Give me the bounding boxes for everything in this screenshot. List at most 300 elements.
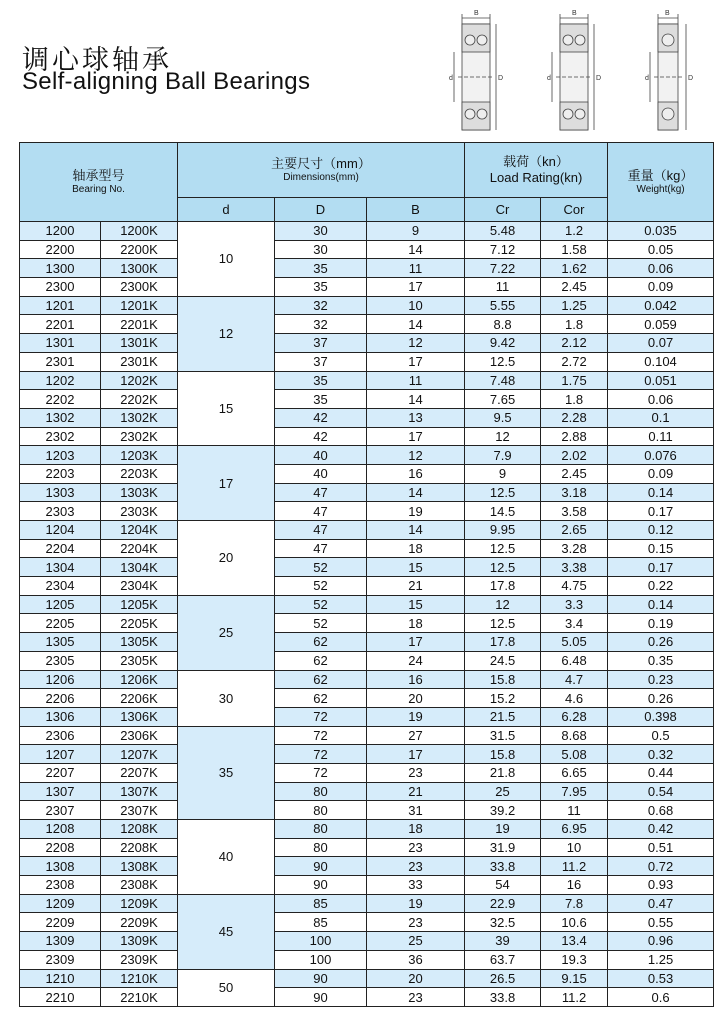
cell-width-B: 17 (367, 427, 465, 446)
table-row (20, 539, 714, 558)
cell-bearing-no: 2308 (20, 876, 101, 895)
cell-bore-d: 35 (178, 726, 275, 819)
cell-weight: 0.19 (608, 614, 714, 633)
cell-weight: 0.11 (608, 427, 714, 446)
cell-load-Cor: 10 (541, 838, 608, 857)
cell-bearing-no-k: 1308K (101, 857, 178, 876)
cell-bearing-no: 2304 (20, 577, 101, 596)
cell-load-Cr: 12.5 (465, 539, 541, 558)
cell-outer-D: 52 (275, 614, 367, 633)
cell-load-Cor: 6.95 (541, 820, 608, 839)
cell-bearing-no: 1304 (20, 558, 101, 577)
diagram-1-label-B: B (474, 10, 479, 17)
table-row (20, 371, 714, 390)
cell-bearing-no: 1210 (20, 969, 101, 988)
cell-weight: 0.042 (608, 296, 714, 315)
cell-bore-d: 20 (178, 521, 275, 596)
cell-outer-D: 85 (275, 913, 367, 932)
cell-load-Cor: 11.2 (541, 988, 608, 1007)
cell-outer-D: 72 (275, 745, 367, 764)
cell-width-B: 36 (367, 950, 465, 969)
diagram-3-label-D: D (688, 75, 694, 82)
header-col-Cr: Cr (465, 198, 541, 222)
cell-bearing-no-k: 1208K (101, 820, 178, 839)
cell-load-Cor: 4.75 (541, 577, 608, 596)
table-row (20, 857, 714, 876)
header-col-d: d (178, 198, 275, 222)
cell-weight: 0.32 (608, 745, 714, 764)
cell-width-B: 17 (367, 633, 465, 652)
cell-bearing-no-k: 2308K (101, 876, 178, 895)
cell-load-Cor: 6.28 (541, 707, 608, 726)
cell-width-B: 14 (367, 390, 465, 409)
cell-outer-D: 47 (275, 539, 367, 558)
cell-load-Cor: 3.38 (541, 558, 608, 577)
cell-bearing-no: 1201 (20, 296, 101, 315)
cell-bearing-no: 2204 (20, 539, 101, 558)
cell-outer-D: 62 (275, 651, 367, 670)
cell-load-Cr: 8.8 (465, 315, 541, 334)
table-row (20, 988, 714, 1007)
cell-load-Cor: 1.25 (541, 296, 608, 315)
header-weight-cn: 重量（kg） (627, 168, 694, 183)
cell-bearing-no-k: 1205K (101, 595, 178, 614)
cell-load-Cr: 5.55 (465, 296, 541, 315)
cell-load-Cr: 31.9 (465, 838, 541, 857)
cell-load-Cr: 14.5 (465, 502, 541, 521)
diagram-2-label-d: d (547, 75, 551, 82)
cell-bearing-no-k: 2300K (101, 278, 178, 297)
cell-outer-D: 47 (275, 502, 367, 521)
cell-outer-D: 100 (275, 932, 367, 951)
table-row (20, 352, 714, 371)
table-row (20, 820, 714, 839)
cell-load-Cr: 9 (465, 464, 541, 483)
cell-load-Cr: 26.5 (465, 969, 541, 988)
cell-bearing-no: 2206 (20, 689, 101, 708)
cell-weight: 0.72 (608, 857, 714, 876)
cell-width-B: 16 (367, 464, 465, 483)
cell-weight: 0.06 (608, 259, 714, 278)
cell-width-B: 9 (367, 222, 465, 241)
header-load-cn: 载荷（kn） (503, 154, 569, 169)
cell-load-Cor: 1.8 (541, 390, 608, 409)
cell-weight: 0.53 (608, 969, 714, 988)
cell-bearing-no-k: 1206K (101, 670, 178, 689)
cell-width-B: 11 (367, 371, 465, 390)
table-row (20, 558, 714, 577)
cell-bearing-no-k: 2207K (101, 763, 178, 782)
cell-outer-D: 90 (275, 969, 367, 988)
cell-load-Cor: 1.8 (541, 315, 608, 334)
cell-load-Cor: 3.58 (541, 502, 608, 521)
cell-load-Cr: 21.8 (465, 763, 541, 782)
cell-bearing-no-k: 2204K (101, 539, 178, 558)
cell-load-Cr: 7.22 (465, 259, 541, 278)
cell-outer-D: 30 (275, 222, 367, 241)
cell-bore-d: 30 (178, 670, 275, 726)
table-row (20, 483, 714, 502)
header-weight (608, 143, 714, 222)
cell-bearing-no: 2208 (20, 838, 101, 857)
cell-bearing-no: 1209 (20, 894, 101, 913)
cell-bearing-no: 1303 (20, 483, 101, 502)
table-row (20, 296, 714, 315)
cell-width-B: 19 (367, 707, 465, 726)
cell-outer-D: 35 (275, 390, 367, 409)
cell-load-Cor: 7.8 (541, 894, 608, 913)
cell-load-Cr: 33.8 (465, 857, 541, 876)
cell-load-Cr: 54 (465, 876, 541, 895)
cell-bearing-no-k: 2202K (101, 390, 178, 409)
cell-bore-d: 45 (178, 894, 275, 969)
header-dimensions (178, 143, 465, 198)
table-row (20, 745, 714, 764)
cell-weight: 0.68 (608, 801, 714, 820)
cell-weight: 0.5 (608, 726, 714, 745)
cell-outer-D: 62 (275, 633, 367, 652)
table-row (20, 801, 714, 820)
cell-bearing-no-k: 1303K (101, 483, 178, 502)
cell-outer-D: 32 (275, 315, 367, 334)
cell-width-B: 14 (367, 521, 465, 540)
cell-load-Cr: 12 (465, 595, 541, 614)
cell-load-Cr: 33.8 (465, 988, 541, 1007)
cell-bearing-no: 1305 (20, 633, 101, 652)
cell-load-Cor: 3.4 (541, 614, 608, 633)
cell-bearing-no: 2209 (20, 913, 101, 932)
cell-load-Cor: 2.65 (541, 521, 608, 540)
cell-bearing-no: 1203 (20, 446, 101, 465)
cell-bearing-no: 1302 (20, 408, 101, 427)
cell-load-Cor: 13.4 (541, 932, 608, 951)
cell-bearing-no: 2205 (20, 614, 101, 633)
cell-load-Cr: 7.9 (465, 446, 541, 465)
cell-width-B: 14 (367, 315, 465, 334)
page-title-cn: 调心球轴承 (22, 45, 172, 76)
header-bearing-no (20, 143, 178, 222)
cell-load-Cor: 2.88 (541, 427, 608, 446)
cell-width-B: 19 (367, 502, 465, 521)
table-row (20, 763, 714, 782)
cell-load-Cr: 19 (465, 820, 541, 839)
cell-outer-D: 80 (275, 838, 367, 857)
cell-load-Cor: 10.6 (541, 913, 608, 932)
cell-bearing-no: 1308 (20, 857, 101, 876)
cell-load-Cor: 1.58 (541, 240, 608, 259)
header-weight-en: Weight(kg) (636, 184, 685, 195)
cell-weight: 0.17 (608, 502, 714, 521)
cell-outer-D: 80 (275, 820, 367, 839)
cell-weight: 0.14 (608, 483, 714, 502)
cell-bearing-no-k: 2205K (101, 614, 178, 633)
table-row (20, 259, 714, 278)
diagram-tapered-bore (552, 14, 594, 130)
cell-bore-d: 10 (178, 222, 275, 297)
cell-outer-D: 90 (275, 988, 367, 1007)
cell-load-Cr: 7.48 (465, 371, 541, 390)
cell-weight: 0.96 (608, 932, 714, 951)
cell-bore-d: 12 (178, 296, 275, 371)
cell-load-Cr: 7.12 (465, 240, 541, 259)
cell-load-Cor: 2.28 (541, 408, 608, 427)
cell-weight: 0.15 (608, 539, 714, 558)
cell-bearing-no-k: 1301K (101, 334, 178, 353)
cell-bearing-no: 1204 (20, 521, 101, 540)
cell-bearing-no: 1300 (20, 259, 101, 278)
cell-bearing-no: 2309 (20, 950, 101, 969)
cell-outer-D: 52 (275, 558, 367, 577)
cell-weight: 0.55 (608, 913, 714, 932)
cell-weight: 1.25 (608, 950, 714, 969)
table-row (20, 521, 714, 540)
cell-width-B: 31 (367, 801, 465, 820)
cell-outer-D: 32 (275, 296, 367, 315)
cell-load-Cor: 4.7 (541, 670, 608, 689)
cell-load-Cor: 11.2 (541, 857, 608, 876)
diagram-cylindrical-bore (454, 14, 496, 130)
cell-outer-D: 72 (275, 707, 367, 726)
cell-weight: 0.14 (608, 595, 714, 614)
cell-weight: 0.12 (608, 521, 714, 540)
cell-load-Cr: 31.5 (465, 726, 541, 745)
bearing-diagrams (448, 6, 713, 134)
cell-weight: 0.076 (608, 446, 714, 465)
cell-load-Cr: 9.42 (465, 334, 541, 353)
cell-weight: 0.23 (608, 670, 714, 689)
table-row (20, 278, 714, 297)
cell-width-B: 21 (367, 577, 465, 596)
cell-bearing-no: 1200 (20, 222, 101, 241)
cell-width-B: 18 (367, 820, 465, 839)
cell-bearing-no-k: 2200K (101, 240, 178, 259)
cell-load-Cor: 3.18 (541, 483, 608, 502)
cell-load-Cr: 9.95 (465, 521, 541, 540)
cell-bearing-no-k: 1204K (101, 521, 178, 540)
cell-load-Cor: 2.45 (541, 278, 608, 297)
table-row (20, 595, 714, 614)
cell-width-B: 14 (367, 240, 465, 259)
cell-outer-D: 37 (275, 334, 367, 353)
table-row (20, 446, 714, 465)
cell-outer-D: 42 (275, 427, 367, 446)
cell-bearing-no: 1306 (20, 707, 101, 726)
cell-bearing-no-k: 2210K (101, 988, 178, 1007)
cell-bearing-no-k: 1203K (101, 446, 178, 465)
diagram-narrow (650, 14, 686, 130)
cell-width-B: 24 (367, 651, 465, 670)
cell-bearing-no-k: 2307K (101, 801, 178, 820)
cell-load-Cor: 1.75 (541, 371, 608, 390)
cell-weight: 0.398 (608, 707, 714, 726)
table-row (20, 782, 714, 801)
cell-outer-D: 72 (275, 726, 367, 745)
cell-outer-D: 37 (275, 352, 367, 371)
cell-weight: 0.51 (608, 838, 714, 857)
table-row (20, 240, 714, 259)
cell-bearing-no: 2207 (20, 763, 101, 782)
cell-width-B: 23 (367, 838, 465, 857)
cell-bearing-no: 2300 (20, 278, 101, 297)
cell-width-B: 12 (367, 334, 465, 353)
cell-bearing-no-k: 1201K (101, 296, 178, 315)
cell-bearing-no-k: 1210K (101, 969, 178, 988)
cell-load-Cor: 9.15 (541, 969, 608, 988)
cell-load-Cor: 6.48 (541, 651, 608, 670)
cell-width-B: 27 (367, 726, 465, 745)
cell-width-B: 23 (367, 913, 465, 932)
cell-outer-D: 30 (275, 240, 367, 259)
table-row (20, 707, 714, 726)
cell-outer-D: 35 (275, 259, 367, 278)
cell-bearing-no-k: 2304K (101, 577, 178, 596)
table-row (20, 876, 714, 895)
cell-outer-D: 100 (275, 950, 367, 969)
cell-bearing-no: 2200 (20, 240, 101, 259)
cell-bearing-no-k: 1305K (101, 633, 178, 652)
cell-load-Cor: 8.68 (541, 726, 608, 745)
diagram-1-label-d: d (449, 75, 453, 82)
header-load-en: Load Rating(kn) (489, 170, 583, 185)
bearing-cross-section-illustrations (448, 6, 713, 134)
table-row (20, 334, 714, 353)
cell-bore-d: 50 (178, 969, 275, 1006)
cell-bearing-no-k: 2309K (101, 950, 178, 969)
cell-bearing-no-k: 2208K (101, 838, 178, 857)
cell-bearing-no: 1207 (20, 745, 101, 764)
table-row (20, 633, 714, 652)
cell-weight: 0.104 (608, 352, 714, 371)
header-dimensions-cn: 主要尺寸（mm） (271, 156, 371, 171)
cell-load-Cr: 24.5 (465, 651, 541, 670)
cell-weight: 0.42 (608, 820, 714, 839)
cell-bearing-no-k: 1302K (101, 408, 178, 427)
cell-weight: 0.07 (608, 334, 714, 353)
diagram-3-label-d: d (645, 75, 649, 82)
cell-bearing-no-k: 1307K (101, 782, 178, 801)
cell-bearing-no-k: 1300K (101, 259, 178, 278)
cell-width-B: 20 (367, 969, 465, 988)
cell-bearing-no-k: 2206K (101, 689, 178, 708)
cell-load-Cr: 39 (465, 932, 541, 951)
cell-load-Cr: 9.5 (465, 408, 541, 427)
cell-bearing-no: 2306 (20, 726, 101, 745)
table-body (20, 222, 714, 1007)
cell-bearing-no: 1205 (20, 595, 101, 614)
table-row (20, 932, 714, 951)
bearing-spec-table (19, 142, 714, 1007)
cell-load-Cor: 2.02 (541, 446, 608, 465)
cell-bore-d: 25 (178, 595, 275, 670)
cell-weight: 0.05 (608, 240, 714, 259)
header-col-D: D (275, 198, 367, 222)
table-row (20, 222, 714, 241)
cell-width-B: 18 (367, 539, 465, 558)
cell-width-B: 17 (367, 352, 465, 371)
cell-bearing-no-k: 2303K (101, 502, 178, 521)
cell-weight: 0.17 (608, 558, 714, 577)
cell-weight: 0.6 (608, 988, 714, 1007)
cell-width-B: 23 (367, 763, 465, 782)
cell-load-Cor: 1.62 (541, 259, 608, 278)
cell-load-Cor: 4.6 (541, 689, 608, 708)
cell-width-B: 10 (367, 296, 465, 315)
cell-load-Cor: 19.3 (541, 950, 608, 969)
table-row (20, 427, 714, 446)
cell-outer-D: 90 (275, 857, 367, 876)
cell-load-Cor: 2.45 (541, 464, 608, 483)
cell-load-Cr: 32.5 (465, 913, 541, 932)
cell-weight: 0.22 (608, 577, 714, 596)
cell-bearing-no: 1307 (20, 782, 101, 801)
table-row (20, 502, 714, 521)
cell-outer-D: 80 (275, 801, 367, 820)
cell-outer-D: 62 (275, 670, 367, 689)
diagram-3-label-B: B (665, 10, 670, 17)
table-row (20, 689, 714, 708)
cell-load-Cor: 3.28 (541, 539, 608, 558)
cell-outer-D: 35 (275, 278, 367, 297)
cell-bearing-no-k: 1209K (101, 894, 178, 913)
cell-width-B: 18 (367, 614, 465, 633)
cell-bearing-no: 1202 (20, 371, 101, 390)
cell-bearing-no: 2203 (20, 464, 101, 483)
cell-width-B: 17 (367, 278, 465, 297)
cell-bearing-no-k: 2209K (101, 913, 178, 932)
table-row (20, 969, 714, 988)
cell-width-B: 11 (367, 259, 465, 278)
cell-outer-D: 90 (275, 876, 367, 895)
cell-weight: 0.44 (608, 763, 714, 782)
table-row (20, 577, 714, 596)
table-row (20, 726, 714, 745)
cell-bore-d: 17 (178, 446, 275, 521)
cell-bearing-no-k: 2306K (101, 726, 178, 745)
diagram-2-label-B: B (572, 10, 577, 17)
cell-width-B: 21 (367, 782, 465, 801)
cell-width-B: 23 (367, 988, 465, 1007)
cell-weight: 0.09 (608, 464, 714, 483)
cell-outer-D: 52 (275, 595, 367, 614)
cell-weight: 0.051 (608, 371, 714, 390)
table-row (20, 950, 714, 969)
cell-weight: 0.035 (608, 222, 714, 241)
cell-weight: 0.1 (608, 408, 714, 427)
cell-outer-D: 42 (275, 408, 367, 427)
cell-bearing-no-k: 1309K (101, 932, 178, 951)
cell-load-Cr: 11 (465, 278, 541, 297)
cell-outer-D: 52 (275, 577, 367, 596)
cell-bearing-no-k: 2201K (101, 315, 178, 334)
cell-load-Cor: 3.3 (541, 595, 608, 614)
cell-width-B: 15 (367, 595, 465, 614)
cell-weight: 0.35 (608, 651, 714, 670)
cell-load-Cor: 6.65 (541, 763, 608, 782)
cell-load-Cr: 12.5 (465, 558, 541, 577)
cell-load-Cr: 22.9 (465, 894, 541, 913)
cell-bearing-no: 2301 (20, 352, 101, 371)
cell-bearing-no: 2302 (20, 427, 101, 446)
header-col-B: B (367, 198, 465, 222)
cell-outer-D: 80 (275, 782, 367, 801)
cell-load-Cor: 2.12 (541, 334, 608, 353)
cell-width-B: 15 (367, 558, 465, 577)
cell-bearing-no-k: 1202K (101, 371, 178, 390)
table-row (20, 315, 714, 334)
table-row (20, 614, 714, 633)
cell-load-Cr: 12.5 (465, 352, 541, 371)
cell-load-Cr: 39.2 (465, 801, 541, 820)
